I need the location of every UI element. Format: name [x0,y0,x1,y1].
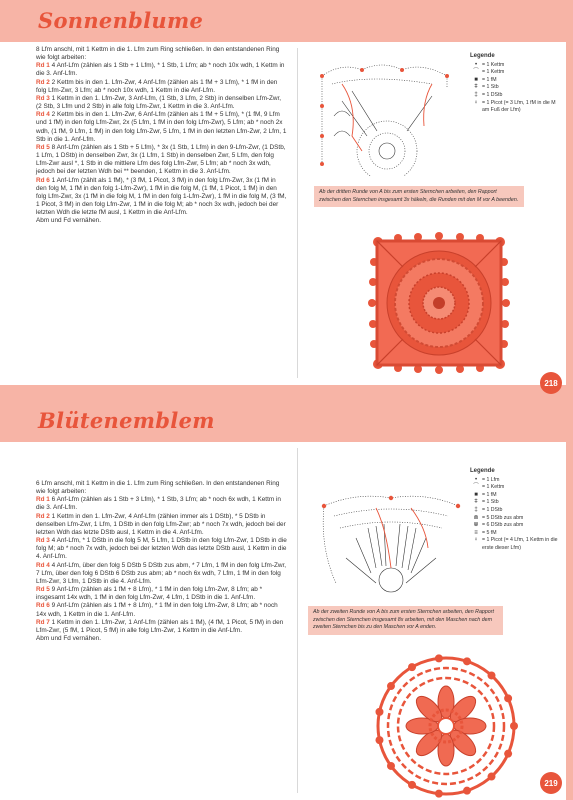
round-text: 1 Kettm in den 1. Lfm-Zwr, 3 Anf-Lfm, (1 Stb, 3 Lfm, 2 Stb) in denselben Lfm-Zwr, (2 Stb, 3 Lfm und 2 Stb) in alle folg Lfm-Zwr, 1 Kettm in die 3. Anf-Lfm. [36,94,282,111]
round-label: Rd 6 [36,602,50,610]
page-number-badge: 218 [540,372,562,394]
legend-item [470,100,562,115]
round-text: 9 Anf-Lfm (zählen als 1 fM + 8 Lfm), * 1 fM in den folg Lfm-Zwr, 8 Lfm; ab * insgesamt 14x wdh, 1 fM in den folg Lfm-Zwr, 4 Lfm, 1 DStb in die 1. Anf-Lfm. [36,586,263,602]
round-label: Rd 2 [36,78,50,86]
legend-label: = 1 DStb [482,91,503,98]
legend-symbol-icon: ■ [474,76,478,83]
column-divider [297,48,298,378]
legend-symbol-icon: ǂ [474,499,478,506]
legend-item [470,77,562,85]
legend-label: = 1 Lfm [482,476,500,483]
round-label: Rd 3 [36,94,50,102]
round-instruction [36,537,288,561]
legend-label: = 5 fM [482,529,497,536]
motif-photo-square [368,232,510,374]
round-label: Rd 7 [36,618,50,626]
legend-label: = 1 fM [482,76,497,83]
round-label: Rd 3 [36,537,50,545]
round-text: 4 Anf-Lfm, * 1 DStb in die folg 5 M, 5 Lfm, 1 DStb in den folg Lfm-Zwr, 1 DStb in die folg M; ab * noch 7x wdh, jedoch bei der letzten Wdh das letzte DStb ausl, 1 Kettm in die 4. Anf-Lfm. [36,537,287,561]
legend-symbol-icon: ♀ [473,537,479,544]
page-number-badge: 219 [540,772,562,794]
round-instruction [36,513,288,537]
column-divider [297,448,298,793]
legend [470,53,562,115]
legend-symbol-icon: ǂ [474,84,478,91]
round-text: 9 Anf-Lfm (zählen als 1 fM + 8 Lfm), * 1 fM in den folg Lfm-Zwr, 8 Lfm; ab * noch 14x wdh, 1 Kettm in die 1. Anf-Lfm. [36,602,278,618]
round-instruction [36,144,288,177]
round-text: 2 Kettm bis in den 1. Lfm-Zwr, 6 Anf-Lfm (zählen als 1 fM + 5 Lfm), * (1 fM, 9 Lfm und 1 fM) in den folg Lfm-Zwr, 2x (5 Lfm, 1 fM in den folg Lfm-Zwr), 5 Lfm; ab * noch 2x wdh, (1 fM, 9 Lfm, 1 fM) in den folg Lfm-Zwr, 5 Lfm, 1 fM in den letzten Lfm-Zwr, 2 Lfm, 1 Stb in die 1. Anf-Lfm. [36,111,287,143]
legend-item [470,484,562,492]
legend-item [470,507,562,515]
legend-label: = 1 Picot (= 4 Lfm, 1 Kettm in die erste dieser Lfm) [482,537,558,551]
legend-label: = 1 Stb [482,499,499,506]
legend-symbol-icon: ⌒ [472,69,479,76]
legend-label: = 5 DStb zus abm [482,514,524,521]
legend-symbol-icon: ≡ [474,529,478,536]
legend-label: = 1 Picot (= 3 Lfm, 1 fM in die M am Fuß der Lfm) [482,99,556,114]
rounds-list [36,62,288,217]
legend-symbol-icon: ♀ [473,99,479,106]
legend-item [470,537,562,552]
round-label: Rd 1 [36,62,50,70]
round-text: 1 Anf-Lfm (zählt als 1 fM), * (3 fM, 1 Picot, 3 fM) in den folg Lfm-Zwr, 3x (1 fM in den folg M, 1 fM in den folg 1-Lfm-Zwr), 1 fM in die folg M, (1 fM, 1 Picot, 1 fM) in den folg Lfm-Zwr, 3x (1 fM in die folg M, 1 fM in den folg 1-Lfm-Zwr), 1 fM in die folg M, (3 fM, 1 Picot, 3 fM) in den folg Lfm-Zwr, 1 fM in die folg M; ab * noch 3x wdh, jedoch bei der letzten Wdh die letzte fM ausl, 1 Kettm in die Anf-Lfm. [36,176,287,217]
legend-symbol-icon: • [474,61,478,68]
round-instruction [36,586,288,602]
round-text: 8 Anf-Lfm (zählen als 1 Stb + 5 Lfm), * 3x (1 Stb, 1 Lfm) in den 9-Lfm-Zwr, (1 DStb, 1 Lfm, 1 DStb) in denselben Zwr, 3x (1 Lfm, 1 Stb) in denselben Zwr, 5 Lfm, den folg Lfm-Zwr ausl *, 1 Stb in die mittlere Lfm des folg Lfm-Zwr, 5 Lfm; ab * noch 3x wdh, jedoch bei der letzten Wdh bei ** beenden, 1 Kettm in die 3. Anf-Lfm. [36,143,286,176]
legend-symbol-icon: ■ [474,491,478,498]
page-bluetenemblem [0,400,573,800]
rounds-list [36,496,288,635]
legend-symbol-icon: ‡ [474,506,478,513]
intro-text: 6 Lfm anschl, mit 1 Kettm in die 1. Lfm zum Ring schließen. In den entstandenen Ring wie folgt arbeiten: [36,480,280,496]
round-instruction [36,95,288,111]
crochet-chart-diagram [316,488,466,598]
legend-item [470,84,562,92]
round-instruction [36,62,288,78]
legend-item [470,477,562,485]
legend-label: = 1 Stb [482,84,499,91]
page-title: Sonnenblume [38,8,204,33]
round-text: 4 Anf-Lfm (zählen als 1 Stb + 1 Lfm), * 1 Stb, 1 Lfm; ab * noch 10x wdh, 1 Kettm in die 3. Anf-Lfm. [36,62,285,78]
legend-label: = 1 Kettm [482,69,505,76]
legend-item [470,92,562,100]
instruction-note: Ab der dritten Runde von A bis zum ersten Sternchen arbeiten, den Rapport zwischen den Sternchen insgesamt 3x häkeln, die Runden mit den M vor A beenden. [314,186,524,207]
round-text: 2 Kettm bis in den 1. Lfm-Zwr, 4 Anf-Lfm (zählen als 1 fM + 3 Lfm), * 1 fM in den folg Lfm-Zwr, 3 Lfm; ab * noch 10x wdh, 1 Kettm in die Anf-Lfm. [36,78,278,94]
round-label: Rd 5 [36,586,50,594]
motif-photo-round [372,652,520,800]
round-label: Rd 4 [36,561,50,569]
round-instruction [36,619,288,635]
instruction-note: Ab der zweiten Runde von A bis zum ersten Sternchen arbeiten, den Rapport zwischen den Sternchen insgesamt 8x arbeiten, mit den Maschen nach dem zweiten Sternchen bis zu den Maschen vor A enden. [308,606,503,635]
legend-item [470,499,562,507]
legend-label: = 6 DStb zus abm [482,522,524,529]
round-label: Rd 1 [36,496,50,504]
round-label: Rd 5 [36,143,50,151]
round-instruction [36,562,288,586]
legend-list [470,62,562,115]
legend-item [470,62,562,70]
round-text: 6 Anf-Lfm (zählen als 1 Stb + 3 Lfm), * 1 Stb, 3 Lfm; ab * noch 6x wdh, 1 Kettm in die 3. Anf-Lfm. [36,496,281,512]
legend-label: = 1 Kettm [482,484,505,491]
round-label: Rd 4 [36,111,50,119]
legend [470,468,562,553]
finish-text: Abm und Fd vernähen. [36,217,102,225]
instructions [36,480,288,643]
legend-symbol-icon: • [474,476,478,483]
legend-list [470,477,562,553]
legend-label: = 1 Kettm [482,61,505,68]
legend-symbol-icon: ‡ [474,91,478,98]
finish-text: Abm und Fd vernähen. [36,634,102,642]
legend-label: = 1 DStb [482,506,503,513]
legend-label: = 1 fM [482,491,497,498]
legend-title: Legende [470,53,495,59]
round-instruction [36,602,288,618]
round-instruction [36,79,288,95]
page-title: Blütenemblem [38,408,215,433]
legend-item [470,492,562,500]
instructions [36,46,288,225]
round-instruction [36,496,288,512]
round-instruction [36,177,288,218]
legend-item [470,522,562,530]
round-text: 1 Kettm in den 1. Lfm-Zwr, 1 Anf-Lfm (zählen als 1 fM), (4 fM, 1 Picot, 5 fM) in den Lfm-Zwr, (5 fM, 1 Picot, 5 fM) in alle folg Lfm-Zwr, 1 Kettm in die Anf-Lfm. [36,618,284,634]
round-label: Rd 6 [36,176,50,184]
legend-title: Legende [470,468,495,474]
legend-symbol-icon: ⋓ [473,522,479,529]
round-label: Rd 2 [36,512,50,520]
intro-text: 8 Lfm anschl, mit 1 Kettm in die 1. Lfm zum Ring schließen. In den entstandenen Ring wie folgt arbeiten: [36,46,280,62]
crochet-chart-diagram [312,56,462,176]
legend-symbol-icon: ⋒ [473,514,479,521]
round-text: 1 Kettm in den 1. Lfm-Zwr, 4 Anf-Lfm (zählen immer als 1 DStb), * 5 DStb in denselben Lfm-Zwr, 1 Lfm, 1 DStb in den folg Lfm-Zwr; ab * noch 7x wdh, jedoch bei der letzten Wdh das letzte DStb ausl, 1 Kettm in die 4. Anf-Lfm. [36,512,286,536]
legend-item [470,530,562,538]
legend-item [470,515,562,523]
round-instruction [36,111,288,144]
legend-item [470,69,562,77]
round-text: 4 Anf-Lfm, über den folg 5 DStb 5 DStb zus abm, * 7 Lfm, 1 fM in den folg Lfm-Zwr, 7 Lfm, über den folg 6 DStb 6 DStb zus abm; ab * noch 6x wdh, 7 Lfm, 1 fM in den folg Lfm-Zwr, 3 Lfm, 1 DStb in die 4. Anf-Lfm. [36,561,287,585]
legend-symbol-icon: ⌒ [472,484,479,491]
